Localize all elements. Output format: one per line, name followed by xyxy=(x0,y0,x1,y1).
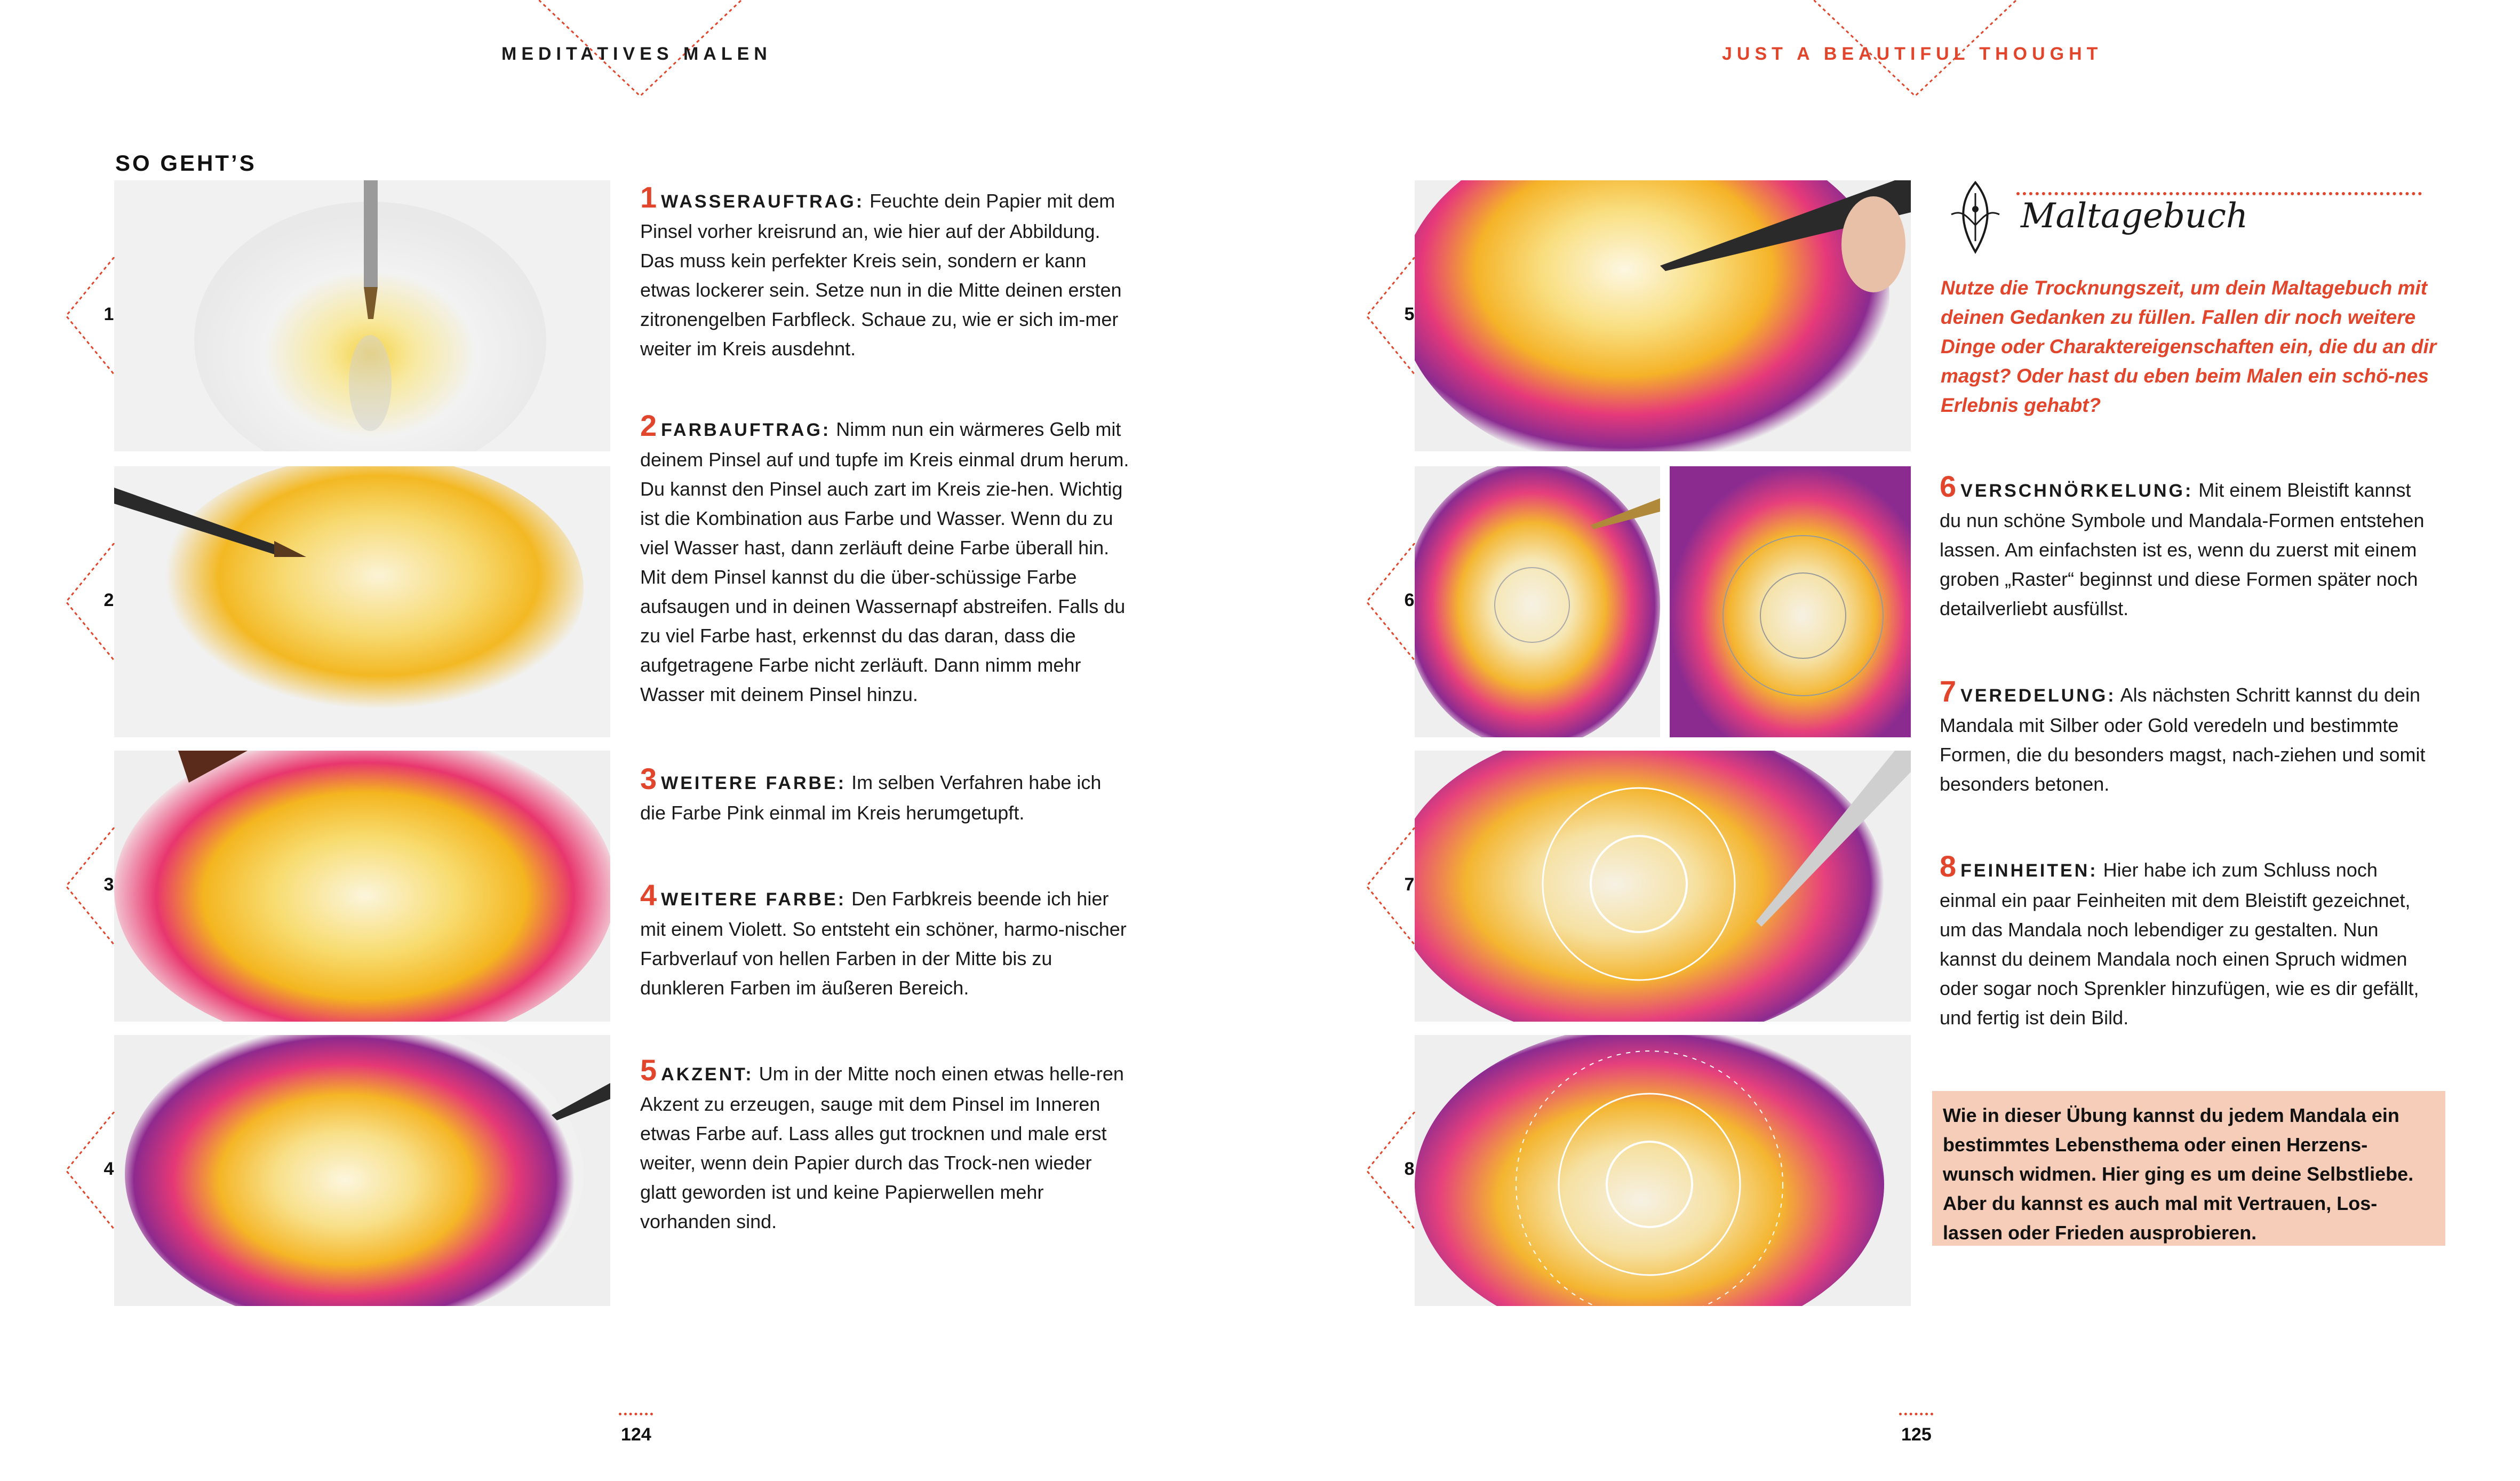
step-number: 5 xyxy=(640,1053,657,1087)
step-text-1 xyxy=(640,182,1131,363)
step-body: Als nächsten Schritt kannst du dein Mandala mit Silber oder Gold veredeln und bestimmte Formen, die du besonders magst, nach-ziehen und somit besonders betonen. xyxy=(1940,684,2426,795)
step-text-3 xyxy=(640,764,1131,827)
step-text-7 xyxy=(1940,676,2430,799)
step-number: 7 xyxy=(1940,674,1957,708)
step-text-5 xyxy=(640,1055,1131,1236)
step-number: 6 xyxy=(1940,469,1957,503)
step-photo-8 xyxy=(1415,1035,1911,1306)
page-number-dots-left xyxy=(619,1413,653,1415)
step-photo-1 xyxy=(114,180,610,451)
step-photo-3 xyxy=(114,751,610,1022)
step-marker-7: 7 xyxy=(1365,827,1445,945)
step-photo-6a xyxy=(1415,466,1660,737)
maltagebuch-text: Nutze die Trocknungszeit, um dein Maltagebuch mit deinen Gedanken zu füllen. Fallen dir noch weitere Dinge oder Charaktereigenschaften ein, die du an dir magst? Oder hast du eben beim Malen ein schö-nes Erlebnis gehabt? xyxy=(1941,277,2437,416)
step-marker-2: 2 xyxy=(64,543,144,660)
step-body: Im selben Verfahren habe ich die Farbe Pink einmal im Kreis herumgetupft. xyxy=(640,771,1102,824)
step-photo-5 xyxy=(1415,180,1911,451)
step-label: WEITERE FARBE: xyxy=(661,773,847,793)
step-marker-1: 1 xyxy=(64,257,144,375)
step-label: WEITERE FARBE: xyxy=(661,889,847,910)
step-label: FEINHEITEN: xyxy=(1960,861,2098,881)
step-photo-2 xyxy=(114,466,610,737)
step-photo-6b xyxy=(1670,466,1911,737)
step-body: Feuchte dein Papier mit dem Pinsel vorher kreisrund an, wie hier auf der Abbildung. Das muss kein perfekter Kreis sein, sondern er kann etwas lockerer sein. Setze nun in die Mitte deinen ersten zitronengelben Farbfleck. Schaue zu, wie er sich im-mer weiter im Kreis ausdehnt. xyxy=(640,190,1122,360)
page-number-right: 125 xyxy=(1901,1424,1932,1445)
page-number-dots-right xyxy=(1899,1413,1933,1415)
step-text-6 xyxy=(1940,469,2430,623)
step-body: Hier habe ich zum Schluss noch einmal ein paar Feinheiten mit dem Bleistift gezeichnet, um das Mandala noch lebendiger zu gestalten. Nun kannst du deinem Mandala noch einen Spruch widmen oder sogar noch Sprenkler hinzufügen, wie es dir gefällt, und fertig ist dein Bild. xyxy=(1940,859,2419,1029)
step-body: Mit einem Bleistift kannst du nun schöne Symbole und Mandala-Formen entstehen lassen. Am einfachsten ist es, wenn du zuerst mit einem groben „Raster“ beginnst und diese Formen später noch detailverliebt ausfüllst. xyxy=(1940,479,2425,619)
step-label: VEREDELUNG: xyxy=(1960,686,2116,706)
step-marker-5: 5 xyxy=(1365,257,1445,375)
pen-nib-ornament-icon xyxy=(1946,177,2005,257)
step-text-2 xyxy=(640,411,1131,709)
step-marker-6: 6 xyxy=(1365,543,1445,660)
step-body: Den Farbkreis beende ich hier mit einem Violett. So entsteht ein schöner, harmo-nischer Farbverlauf von hellen Farben in der Mitte bis zu dunkleren Farben im äußeren Bereich. xyxy=(640,888,1127,999)
callout-box: Wie in dieser Übung kannst du jedem Mandala ein bestimmtes Lebensthema oder einen Herzens-wunsch widmen. Hier ging es um deine Selbstliebe. Aber du kannst es auch mal mit Vertrauen, Los-lassen oder Frieden ausprobieren. xyxy=(1932,1091,2445,1246)
step-text-4 xyxy=(640,880,1131,1002)
step-marker-3: 3 xyxy=(64,827,144,945)
step-number: 4 xyxy=(640,878,657,912)
running-header-right: JUST A BEAUTIFUL THOUGHT xyxy=(1722,44,2103,64)
maltagebuch-divider xyxy=(2016,192,2422,195)
step-label: WASSERAUFTRAG: xyxy=(661,192,865,212)
step-number: 1 xyxy=(640,180,657,214)
step-photo-4 xyxy=(114,1035,610,1306)
step-body: Um in der Mitte noch einen etwas helle-ren Akzent zu erzeugen, sauge mit dem Pinsel im Inneren etwas Farbe auf. Lass alles gut trocknen und male erst weiter, wenn dein Papier durch das Trock-nen wieder glatt geworden ist und keine Papierwellen mehr vorhanden sind. xyxy=(640,1063,1124,1232)
step-number: 8 xyxy=(1940,849,1957,883)
step-number: 3 xyxy=(640,762,657,795)
step-label: AKZENT: xyxy=(661,1064,754,1085)
section-title: SO GEHT’S xyxy=(115,150,257,176)
step-text-8 xyxy=(1940,851,2430,1032)
running-header-left: MEDITATIVES MALEN xyxy=(501,44,772,64)
maltagebuch-title: Maltagebuch xyxy=(2021,196,2248,236)
step-photo-7 xyxy=(1415,751,1911,1022)
step-marker-4: 4 xyxy=(64,1112,144,1229)
step-number: 2 xyxy=(640,409,657,442)
step-label: FARBAUFTRAG: xyxy=(661,420,831,440)
step-marker-8: 8 xyxy=(1365,1112,1445,1229)
page-number-left: 124 xyxy=(621,1424,651,1445)
step-body: Nimm nun ein wärmeres Gelb mit deinem Pinsel auf und tupfe im Kreis einmal drum herum. Du kannst den Pinsel auch zart im Kreis zie-hen. Wichtig ist die Kombination aus Farbe und Wasser. Wenn du zu viel Wasser hast, dann zerläuft deine Farbe überall hin. Mit dem Pinsel kannst du die über-schüssige Farbe aufsaugen und in deinen Wassernapf abstreifen. Falls du zu viel Farbe hast, erkennst du das daran, dass die aufgetragene Farbe nicht zerläuft. Dann nimm mehr Wasser mit deinem Pinsel hinzu. xyxy=(640,418,1129,705)
step-label: VERSCHNÖRKELUNG: xyxy=(1960,481,2194,501)
